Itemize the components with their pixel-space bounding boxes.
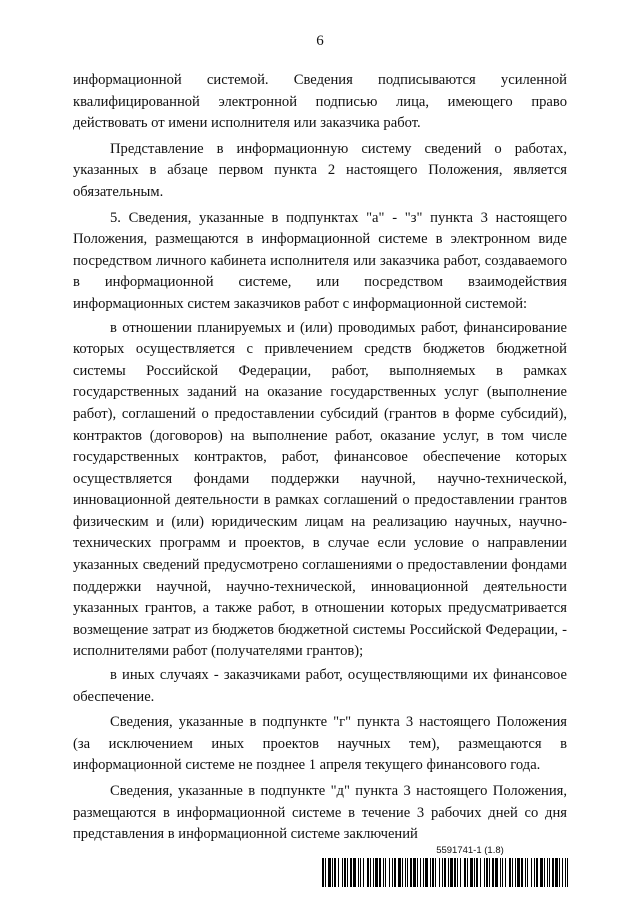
paragraph-7: Сведения, указанные в подпункте "д" пункта 3 настоящего Положения, размещаются в информационной системе в течение 3 рабочих дней со дня представления в информационной системе заключений — [73, 783, 567, 843]
paragraph-4: в отношении планируемых и (или) проводимых работ, финансирование которых осуществляется с привлечением средств бюджетов бюджетной системы Российской Федерации, работ, выполняемых в рамках государственных заданий на оказание государственных услуг (выполнение работ), соглашений о предоставлении субсидий (грантов в форме субсидий), контрактов (договоров) на выполнение работ, оказание услуг, в том числе государственных контрактов, работ, финансовое обеспечение которых осуществляется фондами поддержки научной, научно-технической, инновационной деятельности в рамках соглашений о предоставлении грантов физическим и (или) юридическим лицам на реализацию научных, научно-технических программ и проектов, в случае если условие о направлении указанных сведений предусмотрено соглашениями о предоставлении фондами поддержки научной, научно-технической, инновационной деятельности указанных грантов, а также работ, в отношении которых предусматривается возмещение затрат из бюджетов бюджетной системы Российской Федерации, - исполнителями работ (получателями грантов); — [73, 319, 567, 660]
page-number: 6 — [316, 33, 324, 49]
document-id: 5591741-1 (1.8) — [436, 845, 504, 856]
document-body — [73, 70, 567, 848]
barcode-icon — [322, 858, 568, 887]
paragraph-2: Представление в информационную систему сведений о работах, указанных в абзаце первом пункта 2 настоящего Положения, является обязательным. — [73, 140, 567, 200]
paragraph-6: Сведения, указанные в подпункте "г" пункта 3 настоящего Положения (за исключением иных проектов научных тем), размещаются в информационной системе не позднее 1 апреля текущего финансового года. — [73, 714, 567, 774]
paragraph-3: 5. Сведения, указанные в подпунктах "а" - "з" пункта 3 настоящего Положения, размещаются в информационной системе в электронном виде посредством личного кабинета исполнителя или заказчика работ, создаваемого в информационной системе, или посредством взаимодействия информационных систем заказчиков работ с информационной системой: — [73, 209, 567, 312]
paragraph-5: в иных случаях - заказчиками работ, осуществляющими их финансовое обеспечение. — [73, 667, 567, 705]
paragraph-1: информационной системой. Сведения подписываются усиленной квалифицированной электронной подписью лица, имеющего право действовать от имени исполнителя или заказчика работ. — [73, 72, 567, 132]
